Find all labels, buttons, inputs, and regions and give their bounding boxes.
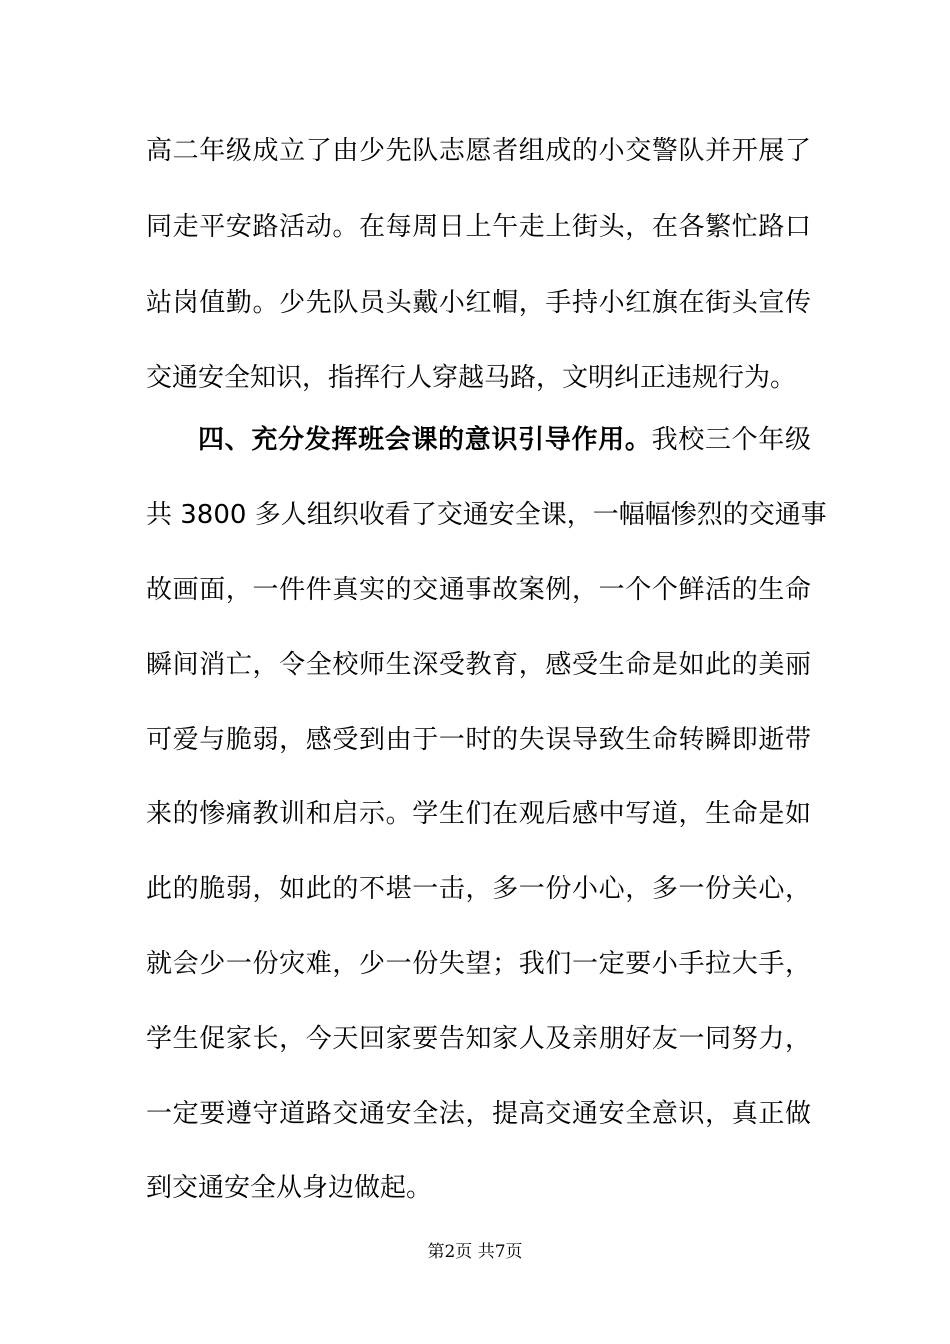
paragraph-line: 同走平安路活动。在每周日上午走上街头，在各繁忙路口 bbox=[146, 212, 811, 242]
section-heading: 四、充分发挥班会课的意识引导作用。 bbox=[198, 425, 652, 455]
paragraph-line: 此的脆弱，如此的不堪一击，多一份小心，多一份关心， bbox=[146, 874, 811, 904]
paragraph-line: 站岗值勤。少先队员头戴小红帽，手持小红旗在街头宣传 bbox=[146, 288, 811, 318]
paragraph-line: 共 3800 多人组织收看了交通安全课，一幅幅惨烈的交通事 bbox=[146, 500, 827, 530]
paragraph-line: 来的惨痛教训和启示。学生们在观后感中写道，生命是如 bbox=[146, 799, 811, 829]
paragraph-line: 可爱与脆弱，感受到由于一时的失误导致生命转瞬即逝带 bbox=[146, 725, 811, 755]
page-number-footer: 第2页 共7页 bbox=[427, 1242, 523, 1262]
paragraph-line: 就会少一份灾难，少一份失望；我们一定要小手拉大手， bbox=[146, 949, 811, 979]
paragraph-line: 学生促家长，今天回家要告知家人及亲朋好友一同努力， bbox=[146, 1024, 811, 1054]
paragraph-line: 到交通安全从身边做起。 bbox=[146, 1173, 433, 1203]
paragraph-line: 一定要遵守道路交通安全法，提高交通安全意识，真正做 bbox=[146, 1099, 811, 1129]
paragraph-first-line bbox=[198, 420, 811, 460]
paragraph-line: 瞬间消亡，令全校师生深受教育，感受生命是如此的美丽 bbox=[146, 650, 811, 680]
paragraph-line: 高二年级成立了由少先队志愿者组成的小交警队并开展了 bbox=[146, 136, 811, 166]
paragraph-text: 我校三个年级 bbox=[651, 425, 811, 455]
paragraph-line: 交通安全知识，指挥行人穿越马路，文明纠正违规行为。 bbox=[146, 363, 797, 393]
paragraph-line: 故画面，一件件真实的交通事故案例，一个个鲜活的生命 bbox=[146, 575, 811, 605]
